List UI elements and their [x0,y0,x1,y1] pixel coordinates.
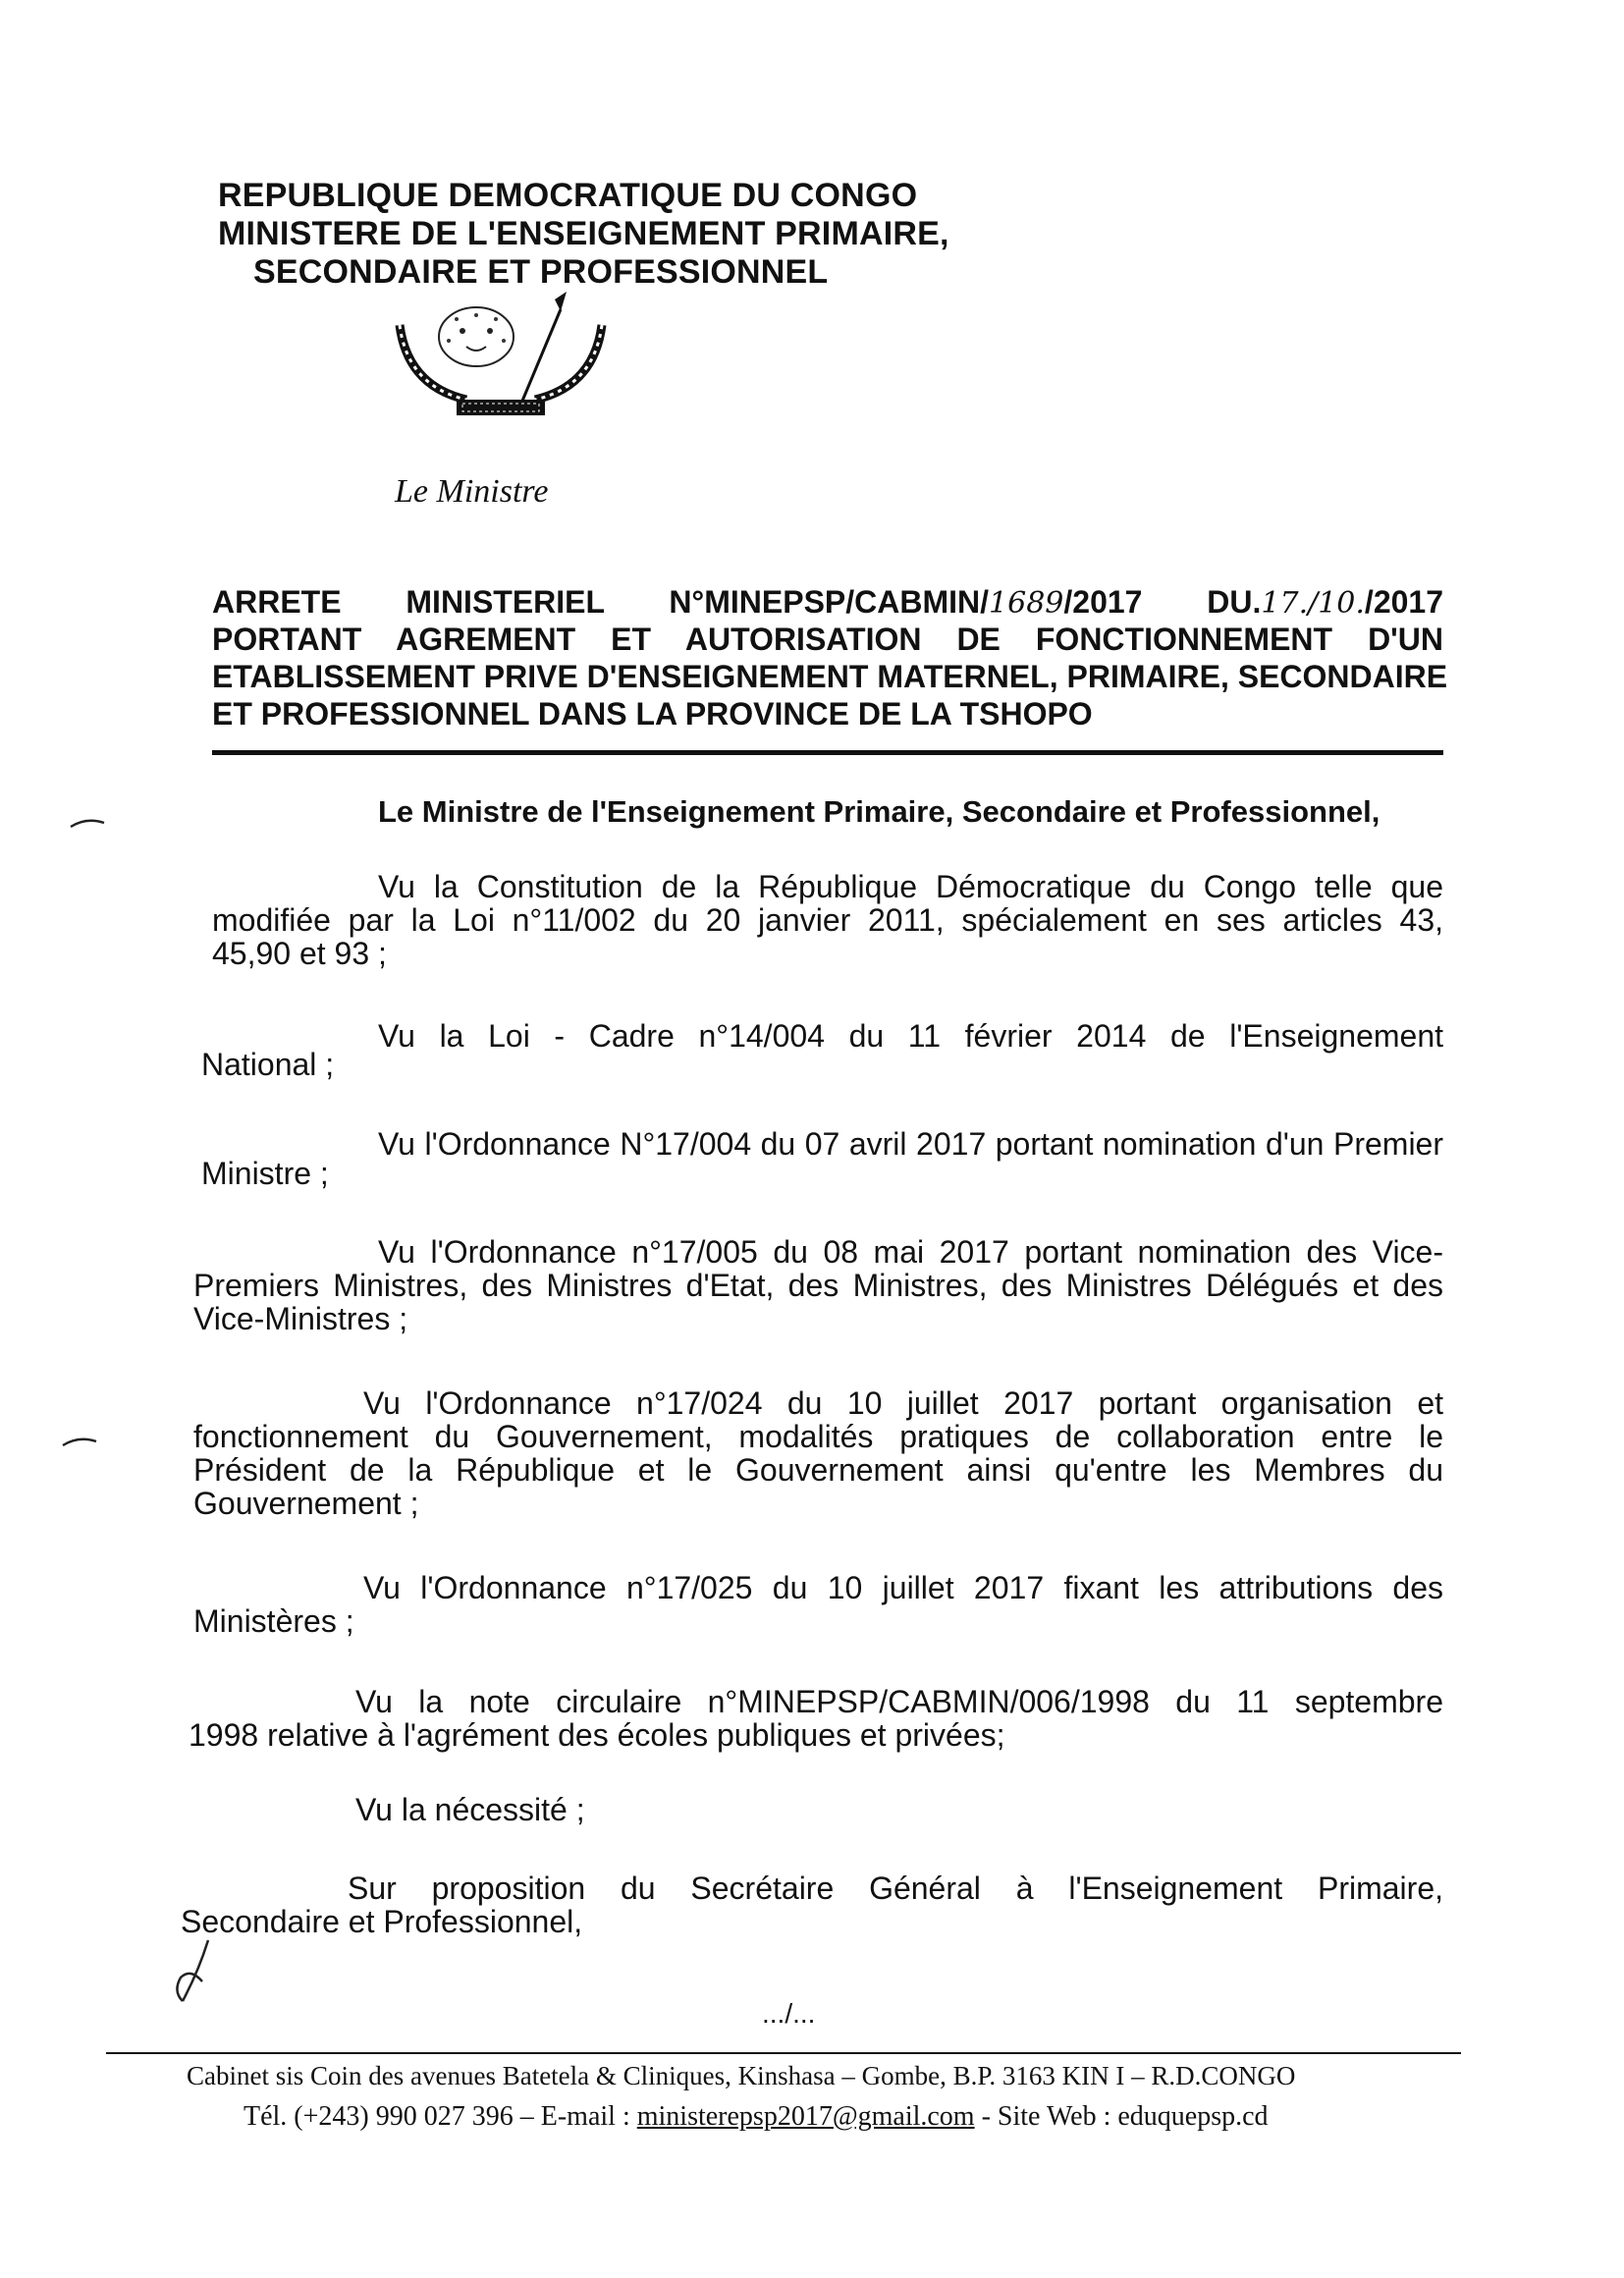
consideration-1-line-1: Vu la Constitution de la République Démocratique du Congo telle que [378,869,1443,904]
consideration-2-line-2: National ; [201,1047,335,1082]
consideration-5-line-2: fonctionnement du Gouvernement, modalités pratiques de collaboration entre le [193,1419,1443,1454]
consideration-5-line-4: Gouvernement ; [193,1486,419,1521]
decree-date: DU.17./10./2017 [1207,584,1443,621]
scan-margin-mark [61,1432,100,1451]
decree-word-arrete: ARRETE [212,584,342,620]
decree-title-line-2: PORTANT AGREMENT ET AUTORISATION DE FONCTIONNEMENT D'UN [212,622,1443,657]
handwritten-decree-number: 1689 [989,586,1064,621]
footer-address: Cabinet sis Coin des avenues Batetela & Cliniques, Kinshasa – Gombe, B.P. 3163 KIN I – R.D.CONGO [187,2061,1296,2090]
consideration-7-line-1: Vu la note circulaire n°MINEPSP/CABMIN/006/1998 du 11 septembre [355,1684,1443,1719]
header-ministry: MINISTERE DE L'ENSEIGNEMENT PRIMAIRE, [218,215,949,252]
consideration-3-line-2: Ministre ; [201,1156,329,1191]
decree-title-line-3: ETABLISSEMENT PRIVE D'ENSEIGNEMENT MATERNEL, PRIMAIRE, SECONDAIRE [212,659,1448,694]
header-ministry-cont: SECONDAIRE ET PROFESSIONNEL [253,253,829,291]
consideration-5-line-3: Président de la République et le Gouvernement ainsi qu'entre les Membres du [193,1452,1443,1488]
consideration-6-line-2: Ministères ; [193,1603,354,1639]
consideration-1-line-2: modifiée par la Loi n°11/002 du 20 janvier 2011, spécialement en ses articles 43, [212,902,1443,938]
footer-contact [244,2101,1269,2133]
consideration-1-line-3: 45,90 et 93 ; [212,936,387,971]
handwritten-initials [169,1932,228,2011]
consideration-2-line-1: Vu la Loi - Cadre n°14/004 du 11 février 2014 de l'Enseignement [378,1018,1443,1054]
consideration-9-line-1: Sur proposition du Secrétaire Général à l'Enseignement Primaire, [348,1871,1443,1906]
consideration-3-line-1: Vu l'Ordonnance N°17/004 du 07 avril 2017 portant nomination d'un Premier [378,1126,1443,1162]
decree-title-line-4: ET PROFESSIONNEL DANS LA PROVINCE DE LA TSHOPO [212,696,1093,732]
signatory-title: Le Ministre [395,473,549,510]
decree-word-ministeriel: MINISTERIEL [406,584,605,620]
consideration-7-line-2: 1998 relative à l'agrément des écoles publiques et privées; [189,1717,1005,1753]
footer-email-link[interactable]: ministerepsp2017@gmail.com [636,2101,975,2132]
footer-telephone: Tél. (+243) 990 027 396 – E-mail : [244,2101,637,2132]
consideration-4-line-1: Vu l'Ordonnance n°17/005 du 08 mai 2017 portant nomination des Vice- [378,1234,1443,1270]
coat-of-arms-icon [388,290,614,427]
consideration-4-line-2: Premiers Ministres, des Ministres d'Etat, des Ministres, des Ministres Délégués et des [193,1268,1443,1303]
preamble-title: Le Ministre de l'Enseignement Primaire, Secondaire et Professionnel, [378,794,1380,829]
consideration-6-line-1: Vu l'Ordonnance n°17/025 du 10 juillet 2017 fixant les attributions des [363,1570,1443,1605]
scan-margin-mark [69,813,108,833]
footer-rule [106,2052,1461,2054]
consideration-8-line-1: Vu la nécessité ; [355,1792,585,1827]
consideration-5-line-1: Vu l'Ordonnance n°17/024 du 10 juillet 2017 portant organisation et [363,1385,1443,1421]
consideration-9-line-2: Secondaire et Professionnel, [181,1904,583,1939]
decree-number: N°MINEPSP/CABMIN/1689/2017 [669,584,1143,621]
handwritten-decree-date: 17./10. [1261,586,1365,621]
header-country: REPUBLIQUE DEMOCRATIQUE DU CONGO [218,177,918,214]
title-underline [212,750,1443,755]
decree-reference-line [212,585,1443,621]
footer-website: - Site Web : eduquepsp.cd [974,2101,1269,2132]
continuation-marker: .../... [762,1998,816,2029]
consideration-4-line-3: Vice-Ministres ; [193,1301,408,1336]
